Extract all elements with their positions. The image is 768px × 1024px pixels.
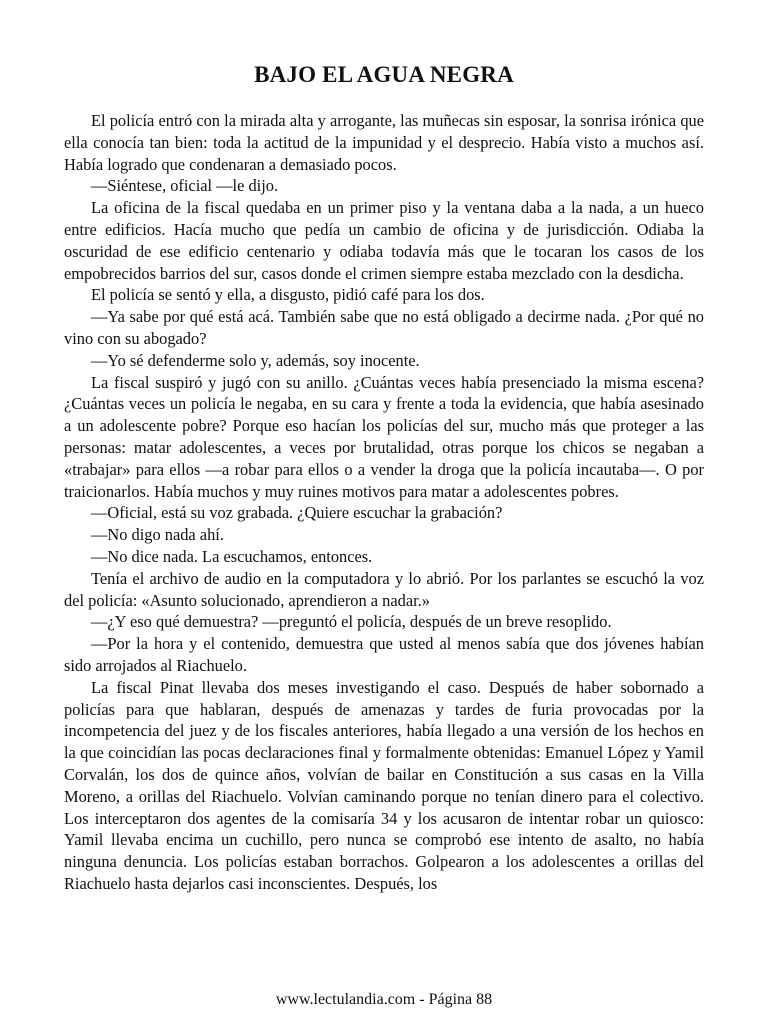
document-page <box>64 60 704 895</box>
body-text <box>64 110 704 895</box>
paragraph: —Siéntese, oficial —le dijo. <box>91 176 279 196</box>
page-footer: www.lectulandia.com - Página 88 <box>275 991 493 1008</box>
paragraph: La oficina de la fiscal quedaba en un primer piso y la ventana daba a la nada, a un hueco entre edificios. Hacía mucho que pedía un cambio de oficina y de jurisdicción. Odiaba la oscuridad de ese edificio centenario y odiaba todavía más que le tocaran los casos de los empobrecidos barrios del sur, casos donde el crimen siempre estaba mezclado con la desdicha. <box>64 198 704 283</box>
paragraph: —Por la hora y el contenido, demuestra que usted al menos sabía que dos jóvenes habían sido arrojados al Riachuelo. <box>64 634 704 675</box>
paragraph: —Ya sabe por qué está acá. También sabe que no está obligado a decirme nada. ¿Por qué no vino con su abogado? <box>64 307 704 348</box>
paragraph: —No digo nada ahí. <box>91 525 224 545</box>
paragraph: —¿Y eso qué demuestra? —preguntó el policía, después de un breve resoplido. <box>91 612 612 632</box>
paragraph: La fiscal suspiró y jugó con su anillo. ¿Cuántas veces había presenciado la misma escena? ¿Cuántas veces un policía le negaba, en su cara y frente a toda la evidencia, que había asesinado a un adolescente pobre? Porque eso hacían los policías del sur, mucho más que proteger a las personas: matar adolescentes, a veces por brutalidad, otras porque los chicos se negaban a «trabajar» para ellos —a robar para ellos o a vender la droga que la policía incautaba—. O por traicionarlos. Había muchos y muy ruines motivos para matar a adolescentes pobres. <box>64 372 704 501</box>
chapter-title: BAJO EL AGUA NEGRA <box>254 62 514 87</box>
paragraph: Tenía el archivo de audio en la computadora y lo abrió. Por los parlantes se escuchó la voz del policía: «Asunto solucionado, aprendieron a nadar.» <box>64 568 704 610</box>
paragraph: El policía entró con la mirada alta y arrogante, las muñecas sin esposar, la sonrisa irónica que ella conocía tan bien: toda la actitud de la impunidad y el desprecio. Había visto a muchos así. Había logrado que condenaran a demasiado pocos. <box>64 111 704 174</box>
paragraph: —Yo sé defenderme solo y, además, soy inocente. <box>91 350 420 370</box>
paragraph: El policía se sentó y ella, a disgusto, pidió café para los dos. <box>91 285 485 305</box>
paragraph: —No dice nada. La escuchamos, entonces. <box>91 546 373 566</box>
paragraph: —Oficial, está su voz grabada. ¿Quiere escuchar la grabación? <box>91 503 503 523</box>
paragraph: La fiscal Pinat llevaba dos meses investigando el caso. Después de haber sobornado a policías para que hablaran, después de amenazas y tardes de furia provocadas por la incompetencia del juez y de los fiscales anteriores, había llegado a una versión de los hechos en la que coincidían las pocas declaraciones final y formalmente obtenidas: Emanuel López y Yamil Corvalán, los dos de quince años, volvían de bailar en Constitución a sus casas en la Villa Moreno, a orillas del Riachuelo. Volvían caminando porque no tenían dinero para el colectivo. Los interceptaron dos agentes de la comisaría 34 y los acusaron de intentar robar un quiosco: Yamil llevaba encima un cuchillo, pero nunca se comprobó ese intento de asalto, no había ninguna denuncia. Los policías estaban borrachos. Golpearon a los adolescentes a orillas del Riachuelo hasta dejarlos casi inconscientes. Después, los <box>64 677 704 893</box>
